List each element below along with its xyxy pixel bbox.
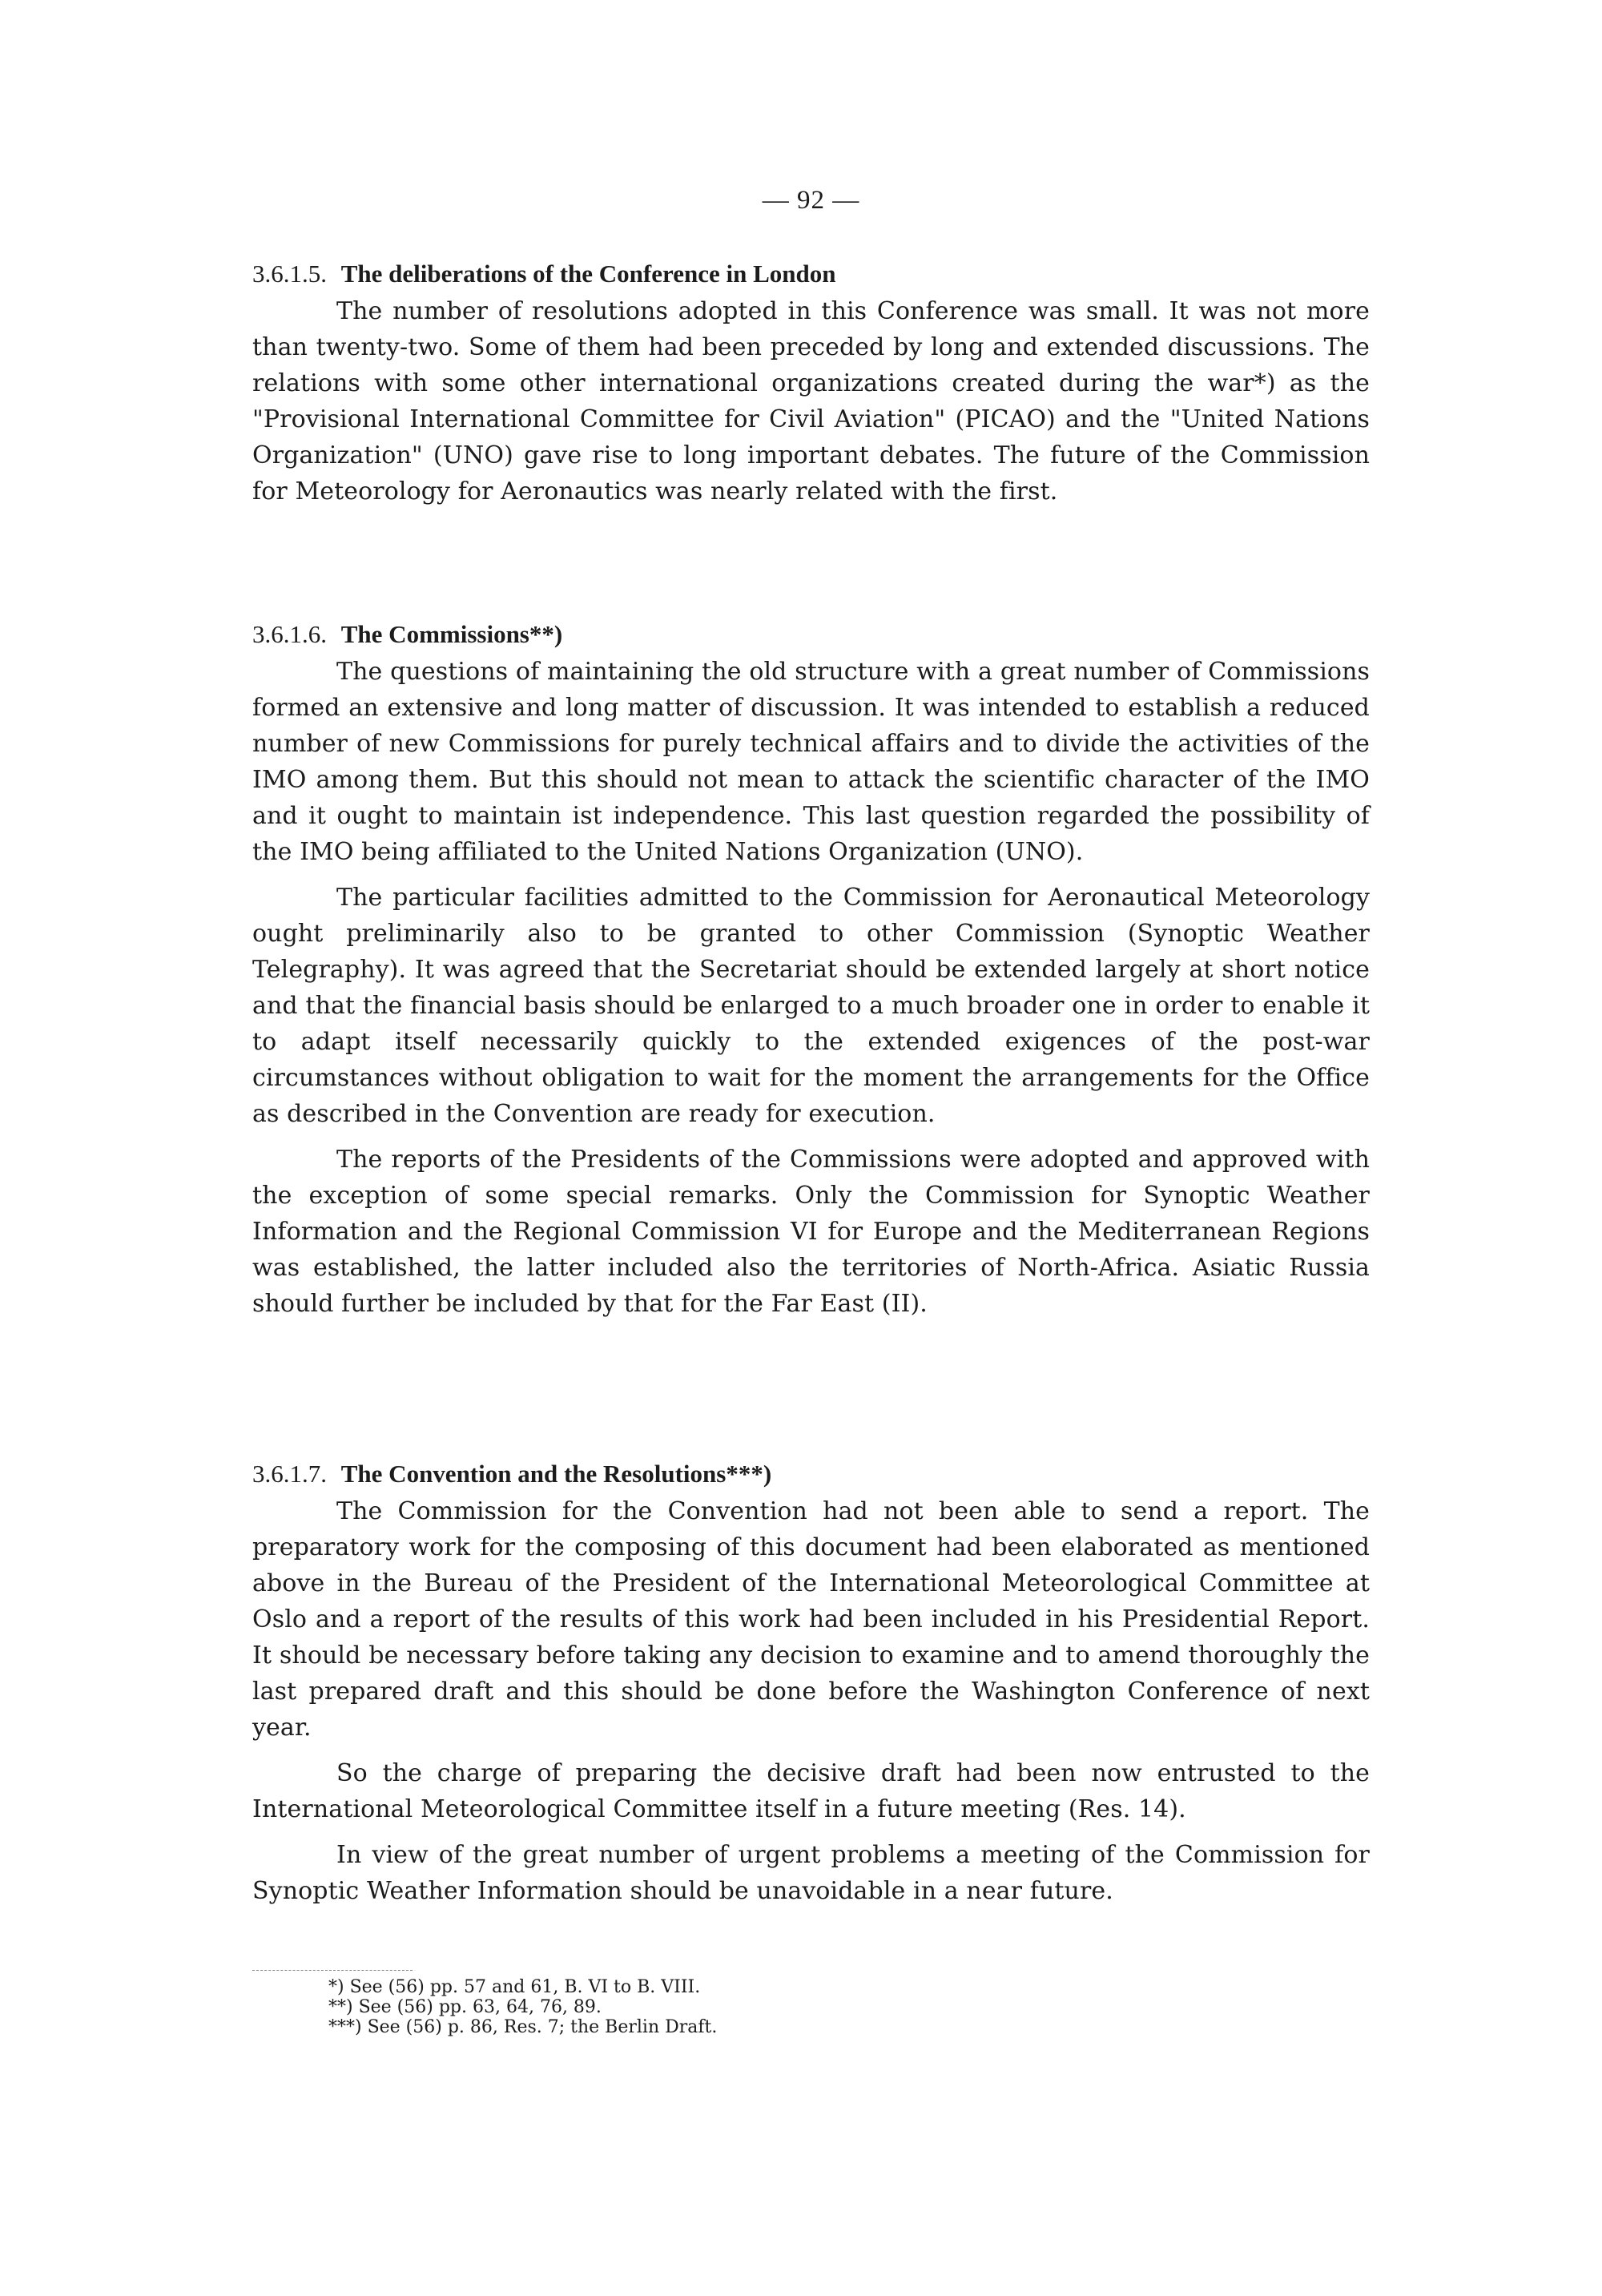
page-number: — 92 —	[762, 186, 860, 215]
paragraph: So the charge of preparing the decisive draft had been now entrusted to the International Meteorological Committee itself in a future meeting (Res. 14).	[252, 1759, 1370, 1823]
section-number: 3.6.1.5.	[252, 260, 327, 288]
paragraph: In view of the great number of urgent problems a meeting of the Commission for Synoptic Weather Information should be unavoidable in a near future.	[252, 1841, 1370, 1905]
footnotes	[328, 1977, 717, 2037]
section-title: The deliberations of the Conference in London	[340, 260, 836, 288]
paragraph: The questions of maintaining the old structure with a great number of Commissions formed an extensive and long matter of discussion. It was intended to establish a reduced number of new Commissions for purely technical affairs and to divide the activities of the IMO among them. But this should not mean to attack the scientific character of the IMO and it ought to maintain ist independence. This last question regarded the possibility of the IMO being affiliated to the United Nations Organization (UNO).	[252, 658, 1370, 866]
section-3-6-1-5	[252, 258, 1370, 510]
section-heading	[252, 618, 1370, 651]
footnote: **) See (56) pp. 63, 64, 76, 89.	[328, 1997, 602, 2017]
section-heading	[252, 258, 1370, 290]
section-title: The Commissions**)	[340, 620, 563, 648]
section-heading	[252, 1458, 1370, 1490]
paragraph: The reports of the Presidents of the Commissions were adopted and approved with the exception of some special remarks. Only the Commission for Synoptic Weather Information and the Regional Commission VI for Europe and the Mediterranean Regions was established, the latter included also the territories of North-Africa. Asiatic Russia should further be included by that for the Far East (II).	[252, 1146, 1370, 1318]
section-title: The Convention and the Resolutions***)	[340, 1460, 772, 1488]
footnote: *) See (56) pp. 57 and 61, B. VI to B. VIII.	[328, 1977, 701, 1997]
paragraph: The particular facilities admitted to the Commission for Aeronautical Meteorology ought preliminarily also to be granted to other Commission (Synoptic Weather Telegraphy). It was agreed that the Secretariat should be extended largely at short notice and that the financial basis should be enlarged to a much broader one in order to enable it to adapt itself necessarily quickly to the extended exigences of the post-war circumstances without obligation to wait for the moment the arrangements for the Office as described in the Convention are ready for execution.	[252, 884, 1370, 1128]
section-3-6-1-7	[252, 1458, 1370, 1909]
section-number: 3.6.1.6.	[252, 620, 327, 648]
footnote-divider	[252, 1970, 413, 1971]
footnote: ***) See (56) p. 86, Res. 7; the Berlin Draft.	[328, 2017, 718, 2037]
section-3-6-1-6	[252, 618, 1370, 1322]
paragraph: The Commission for the Convention had not been able to send a report. The preparatory work for the composing of this document had been elaborated as mentioned above in the Bureau of the President of the International Meteorological Committee at Oslo and a report of the results of this work had been included in his Presidential Report. It should be necessary before taking any decision to examine and to amend thoroughly the last prepared draft and this should be done before the Washington Conference of next year.	[252, 1497, 1370, 1742]
paragraph: The number of resolutions adopted in this Conference was small. It was not more than twenty-two. Some of them had been preceded by long and extended discussions. The relations with some other international organizations created during the war*) as the "Provisional International Committee for Civil Aviation" (PICAO) and the "United Nations Organization" (UNO) gave rise to long important debates. The future of the Commission for Meteorology for Aeronautics was nearly related with the first.	[252, 297, 1370, 506]
section-number: 3.6.1.7.	[252, 1460, 327, 1488]
